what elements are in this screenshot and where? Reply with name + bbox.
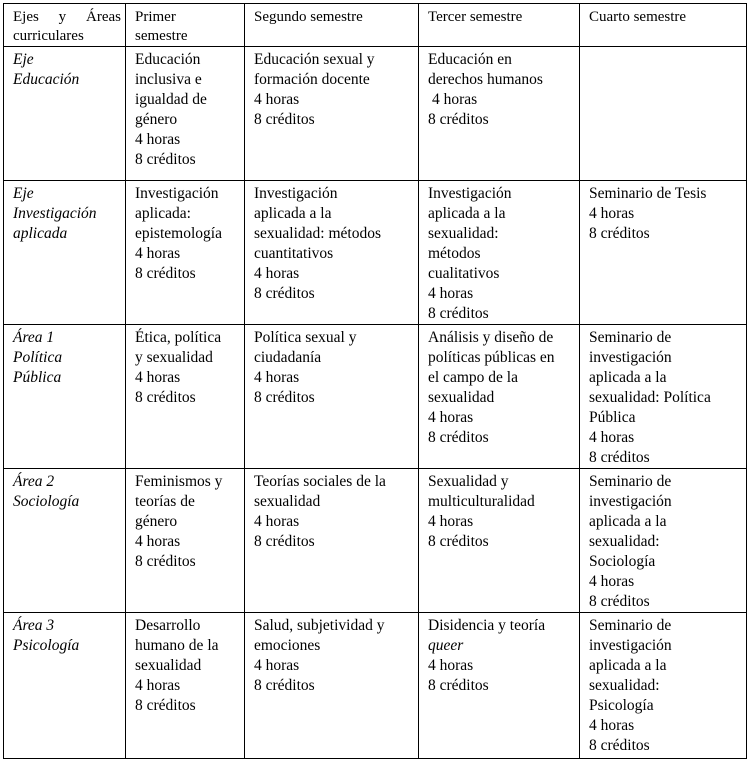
cell-text-line: 8 créditos (428, 533, 489, 550)
cell-text-line: Cuarto semestre (589, 9, 687, 25)
cell-text-line: inclusiva e (135, 71, 202, 88)
cell-text-line: Seminario de Tesis (589, 185, 707, 202)
cell-text-line: Seminario de (589, 617, 672, 634)
cell-text-line: 8 créditos (428, 429, 489, 446)
cell-text-line: 8 créditos (589, 449, 650, 466)
cell-text-line: aplicada: (135, 205, 191, 222)
cell-text-line: formación docente (254, 71, 370, 88)
cell-text-line: Salud, subjetividad y (254, 617, 385, 634)
cell-text-line: Investigación (135, 185, 219, 202)
cell-text-line: el campo de la (428, 369, 518, 386)
cell-text-line: sexualidad: (428, 225, 499, 242)
cell-text-line: 8 créditos (589, 737, 650, 754)
course-cell (419, 47, 580, 181)
cell-text-line: 4 horas (135, 677, 181, 694)
header-semester-2 (245, 4, 419, 47)
axis-cell (4, 325, 126, 469)
cell-text-line: Psicología (589, 697, 654, 714)
cell-text-line: Seminario de (589, 473, 672, 490)
cell-text-line: 4 horas (428, 657, 474, 674)
cell-text-line: 8 créditos (135, 697, 196, 714)
cell-text-line: Política sexual y (254, 329, 357, 346)
axis-cell (4, 181, 126, 325)
course-cell (126, 325, 245, 469)
cell-text-line: Desarrollo (135, 617, 201, 634)
course-cell (245, 613, 419, 759)
course-cell (245, 469, 419, 613)
cell-text-line: Área 2 (13, 473, 55, 490)
cell-text-line: Sociología (589, 553, 656, 570)
course-cell (580, 181, 747, 325)
cell-text-line: teorías de (135, 493, 195, 510)
cell-text-line: 4 horas (135, 369, 181, 386)
cell-text-line: 4 horas (589, 573, 635, 590)
course-cell (419, 325, 580, 469)
cell-text-line: Área 1 (13, 329, 55, 346)
cell-text-line: Feminismos y (135, 473, 223, 490)
cell-text-line: 8 créditos (135, 265, 196, 282)
row-eje-educacion (4, 47, 747, 181)
cell-text-line: Educación (135, 51, 201, 68)
cell-text-line: Eje (13, 51, 34, 68)
course-cell (245, 181, 419, 325)
cell-text-line: cuantitativos (254, 245, 334, 262)
cell-text-line: sexualidad: (589, 677, 660, 694)
axis-cell (4, 469, 126, 613)
cell-text-line: Política (13, 349, 63, 366)
course-cell (580, 613, 747, 759)
cell-text-line: 4 horas (135, 533, 181, 550)
cell-text-line: 4 horas (428, 513, 474, 530)
cell-text-line: Investigación (428, 185, 512, 202)
cell-text-line: multiculturalidad (428, 493, 535, 510)
header-semester-3 (419, 4, 580, 47)
cell-text-line: 4 horas (428, 409, 474, 426)
course-cell (126, 181, 245, 325)
cell-text-line: 8 créditos (254, 533, 315, 550)
cell-text-line: queer (428, 637, 464, 654)
cell-text-line: epistemología (135, 225, 222, 242)
cell-text-line: 4 horas (254, 657, 300, 674)
cell-text-line: Tercer semestre (428, 9, 523, 25)
course-cell (419, 181, 580, 325)
cell-text-line: Ejes y Áreas (13, 9, 121, 25)
cell-text-line: 4 horas (254, 265, 300, 282)
cell-text-line: 8 créditos (254, 677, 315, 694)
cell-text-line: Educación en (428, 51, 512, 68)
cell-text-line: 4 horas (589, 717, 635, 734)
cell-text-line: Pública (13, 369, 62, 386)
cell-text-line: 8 créditos (135, 151, 196, 168)
cell-text-line: 8 créditos (428, 677, 489, 694)
cell-text-line: semestre (135, 28, 188, 44)
cell-text-line: Primer (135, 9, 176, 25)
cell-text-line: Ética, política (135, 329, 222, 346)
cell-text-line: aplicada (13, 225, 68, 242)
cell-text-line: 4 horas (432, 91, 478, 108)
row-area-2 (4, 469, 747, 613)
empty-cell (580, 47, 747, 181)
cell-text-line: Seminario de (589, 329, 672, 346)
header-semester-4 (580, 4, 747, 47)
course-cell (245, 325, 419, 469)
cell-text-line: Eje (13, 185, 34, 202)
cell-text-line: y sexualidad (135, 349, 213, 366)
cell-text-line: Pública (589, 409, 636, 426)
cell-text-line: Sociología (13, 493, 80, 510)
curriculum-table (3, 3, 747, 759)
cell-text-line: 4 horas (428, 285, 474, 302)
cell-text-line: Disidencia y teoría (428, 617, 546, 634)
cell-text-line: Segundo semestre (254, 9, 363, 25)
cell-text-line: 4 horas (254, 369, 300, 386)
course-cell (126, 613, 245, 759)
cell-text-line: curriculares (13, 28, 84, 44)
cell-text-line: Sexualidad y (428, 473, 509, 490)
cell-text-line: 8 créditos (135, 553, 196, 570)
cell-text-line: Área 3 (13, 617, 55, 634)
cell-text-line: aplicada a la (589, 657, 667, 674)
cell-text-line: Investigación (13, 205, 97, 222)
axis-cell (4, 613, 126, 759)
cell-text-line: 8 créditos (254, 111, 315, 128)
row-area-1 (4, 325, 747, 469)
cell-text-line: Investigación (254, 185, 338, 202)
course-cell (419, 469, 580, 613)
cell-text-line: investigación (589, 493, 672, 510)
cell-text-line: sexualidad (135, 657, 202, 674)
cell-text-line: sexualidad (428, 389, 495, 406)
cell-text-line: cualitativos (428, 265, 500, 282)
cell-text-line: derechos humanos (428, 71, 543, 88)
cell-text-line: 8 créditos (254, 285, 315, 302)
cell-text-line: investigación (589, 349, 672, 366)
cell-text-line: aplicada a la (428, 205, 506, 222)
cell-text-line: Educación (13, 71, 80, 88)
course-cell (126, 469, 245, 613)
header-semester-1 (126, 4, 245, 47)
cell-text-line: 4 horas (254, 513, 300, 530)
cell-text-line: sexualidad: (589, 533, 660, 550)
row-eje-investigacion (4, 181, 747, 325)
cell-text-line: aplicada a la (589, 513, 667, 530)
cell-text-line: aplicada a la (589, 369, 667, 386)
course-cell (419, 613, 580, 759)
cell-text-line: 4 horas (135, 131, 181, 148)
course-cell (580, 325, 747, 469)
cell-text-line: emociones (254, 637, 321, 654)
cell-text-line: sexualidad (254, 493, 321, 510)
cell-text-line: 8 créditos (428, 305, 489, 322)
cell-text-line: ciudadanía (254, 349, 322, 366)
cell-text-line: investigación (589, 637, 672, 654)
cell-text-line: 4 horas (135, 245, 181, 262)
cell-text-line: 4 horas (589, 429, 635, 446)
cell-text-line: sexualidad: métodos (254, 225, 381, 242)
row-area-3 (4, 613, 747, 759)
cell-text-line: 8 créditos (135, 389, 196, 406)
course-cell (580, 469, 747, 613)
cell-text-line: 8 créditos (589, 593, 650, 610)
cell-text-line: aplicada a la (254, 205, 332, 222)
cell-text-line: 8 créditos (254, 389, 315, 406)
cell-text-line: Psicología (13, 637, 80, 654)
course-cell (245, 47, 419, 181)
cell-text-line: género (135, 111, 178, 128)
cell-text-line: 8 créditos (589, 225, 650, 242)
cell-text-line: 4 horas (589, 205, 635, 222)
cell-text-line: 4 horas (254, 91, 300, 108)
cell-text-line: igualdad de (135, 91, 207, 108)
cell-text-line: sexualidad: Política (589, 389, 711, 406)
cell-text-line: Educación sexual y (254, 51, 375, 68)
header-row (4, 4, 747, 47)
course-cell (126, 47, 245, 181)
cell-text-line: Análisis y diseño de (428, 329, 554, 346)
cell-text-line: Teorías sociales de la (254, 473, 386, 490)
cell-text-line: políticas públicas en (428, 349, 555, 366)
cell-text-line: 8 créditos (428, 111, 489, 128)
axis-cell (4, 47, 126, 181)
cell-text-line: humano de la (135, 637, 219, 654)
header-axes (4, 4, 126, 47)
cell-text-line: género (135, 513, 178, 530)
cell-text-line: métodos (428, 245, 481, 262)
